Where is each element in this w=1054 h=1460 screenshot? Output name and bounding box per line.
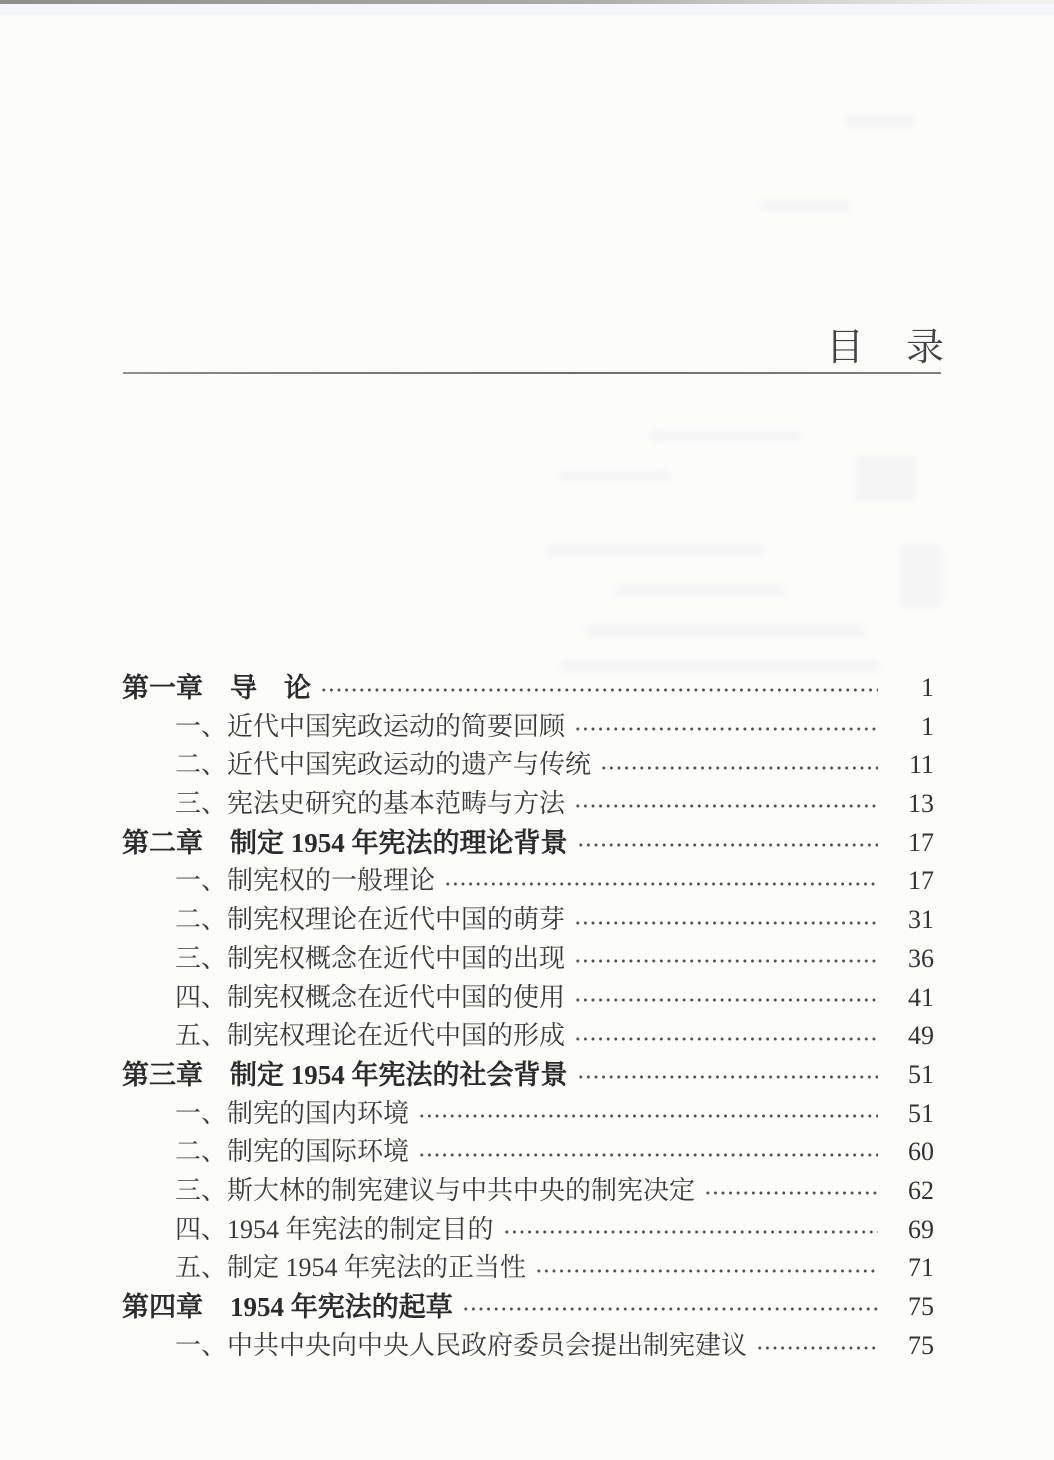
title-rule — [123, 372, 941, 374]
toc-entry-text: 二、制宪权理论在近代中国的萌芽 — [175, 905, 566, 935]
toc-entry-text: 一、近代中国宪政运动的简要回顾 — [175, 711, 566, 741]
toc-entry-page: 11 — [908, 750, 934, 780]
toc-entry-text: 第一章 导 论 — [122, 673, 311, 703]
bleed-through-artifact — [855, 455, 915, 501]
toc-entry-page: 51 — [908, 1098, 934, 1128]
toc-entry — [122, 862, 934, 901]
bleed-through-artifact — [760, 200, 850, 211]
dot-leader — [756, 1327, 878, 1366]
toc-entry-page: 75 — [908, 1330, 934, 1360]
toc-entry-page: 41 — [908, 982, 934, 1012]
toc-entry-text: 一、中共中央向中央人民政府委员会提出制宪建议 — [175, 1330, 748, 1360]
toc-entry — [122, 1133, 934, 1172]
toc-entry-page: 75 — [908, 1292, 934, 1321]
toc-entry-text: 三、斯大林的制宪建议与中共中央的制宪决定 — [175, 1175, 696, 1205]
toc-entry-text: 一、制宪权的一般理论 — [175, 866, 436, 896]
toc-entry — [122, 979, 934, 1018]
toc-entry-text: 第三章 制定 1954 年宪法的社会背景 — [122, 1059, 568, 1090]
toc-entry — [122, 708, 934, 747]
toc-entry-page: 60 — [908, 1137, 934, 1167]
toc-entry-text: 三、宪法史研究的基本范畴与方法 — [175, 789, 566, 819]
dot-leader — [462, 1288, 878, 1327]
toc-entry-text: 四、制宪权概念在近代中国的使用 — [175, 982, 566, 1012]
toc-list — [122, 669, 934, 1365]
dot-leader — [418, 1095, 878, 1134]
bleed-through-artifact — [650, 430, 800, 442]
toc-entry-text: 四、1954 年宪法的制定目的 — [175, 1214, 494, 1244]
toc-entry — [122, 1095, 934, 1134]
dot-leader — [574, 979, 878, 1018]
toc-entry — [122, 669, 934, 708]
bleed-through-artifact — [900, 545, 942, 607]
dot-leader — [574, 785, 878, 824]
dot-leader — [535, 1249, 878, 1288]
bleed-through-artifact — [545, 545, 765, 556]
toc-entry-page: 17 — [908, 866, 934, 896]
bleed-through-artifact — [585, 625, 865, 637]
toc-entry — [122, 940, 934, 979]
dot-leader — [320, 669, 878, 708]
toc-entry — [122, 1327, 934, 1366]
toc-entry-text: 第二章 制定 1954 年宪法的理论背景 — [122, 827, 568, 858]
dot-leader — [574, 1017, 878, 1056]
toc-entry-text: 二、制宪的国际环境 — [175, 1137, 410, 1167]
dot-leader — [503, 1211, 878, 1250]
toc-entry-page: 49 — [908, 1021, 934, 1051]
dot-leader — [577, 1056, 879, 1095]
toc-entry-page: 71 — [908, 1253, 934, 1283]
toc-entry-text: 五、制定 1954 年宪法的正当性 — [175, 1253, 527, 1283]
dot-leader — [577, 824, 879, 863]
toc-entry-page: 51 — [908, 1059, 934, 1089]
toc-entry — [122, 1017, 934, 1056]
toc-entry-text: 三、制宪权概念在近代中国的出现 — [175, 943, 566, 973]
dot-leader — [574, 901, 878, 940]
page-title: 目 录 — [825, 327, 946, 369]
toc-entry — [122, 901, 934, 940]
toc-entry-text: 二、近代中国宪政运动的遗产与传统 — [175, 750, 592, 780]
toc-entry — [122, 785, 934, 824]
bleed-through-artifact — [615, 585, 785, 596]
dot-leader — [574, 708, 878, 747]
toc-entry-page: 69 — [908, 1214, 934, 1244]
toc-entry — [122, 1172, 934, 1211]
toc-entry — [122, 1211, 934, 1250]
toc-entry — [122, 1288, 934, 1327]
bleed-through-artifact — [845, 115, 915, 127]
toc-entry — [122, 1056, 934, 1095]
toc-entry-page: 62 — [908, 1175, 934, 1205]
dot-leader — [704, 1172, 878, 1211]
toc-entry — [122, 746, 934, 785]
bleed-through-artifact — [560, 470, 670, 481]
toc-entry-page: 31 — [908, 905, 934, 935]
toc-entry-text: 五、制宪权理论在近代中国的形成 — [175, 1021, 566, 1051]
toc-entry-text: 一、制宪的国内环境 — [175, 1098, 410, 1128]
dot-leader — [418, 1133, 878, 1172]
toc-entry-text: 第四章 1954 年宪法的起草 — [122, 1292, 453, 1322]
toc-entry-page: 13 — [908, 789, 934, 819]
scan-edge-band — [0, 4, 1054, 15]
toc-entry-page: 17 — [908, 827, 934, 857]
dot-leader — [444, 862, 878, 901]
toc-entry-page: 1 — [921, 711, 934, 741]
toc-entry — [122, 1249, 934, 1288]
toc-entry-page: 1 — [921, 673, 934, 702]
toc-entry-page: 36 — [908, 943, 934, 973]
dot-leader — [600, 746, 878, 785]
toc-entry — [122, 824, 934, 863]
dot-leader — [574, 940, 878, 979]
